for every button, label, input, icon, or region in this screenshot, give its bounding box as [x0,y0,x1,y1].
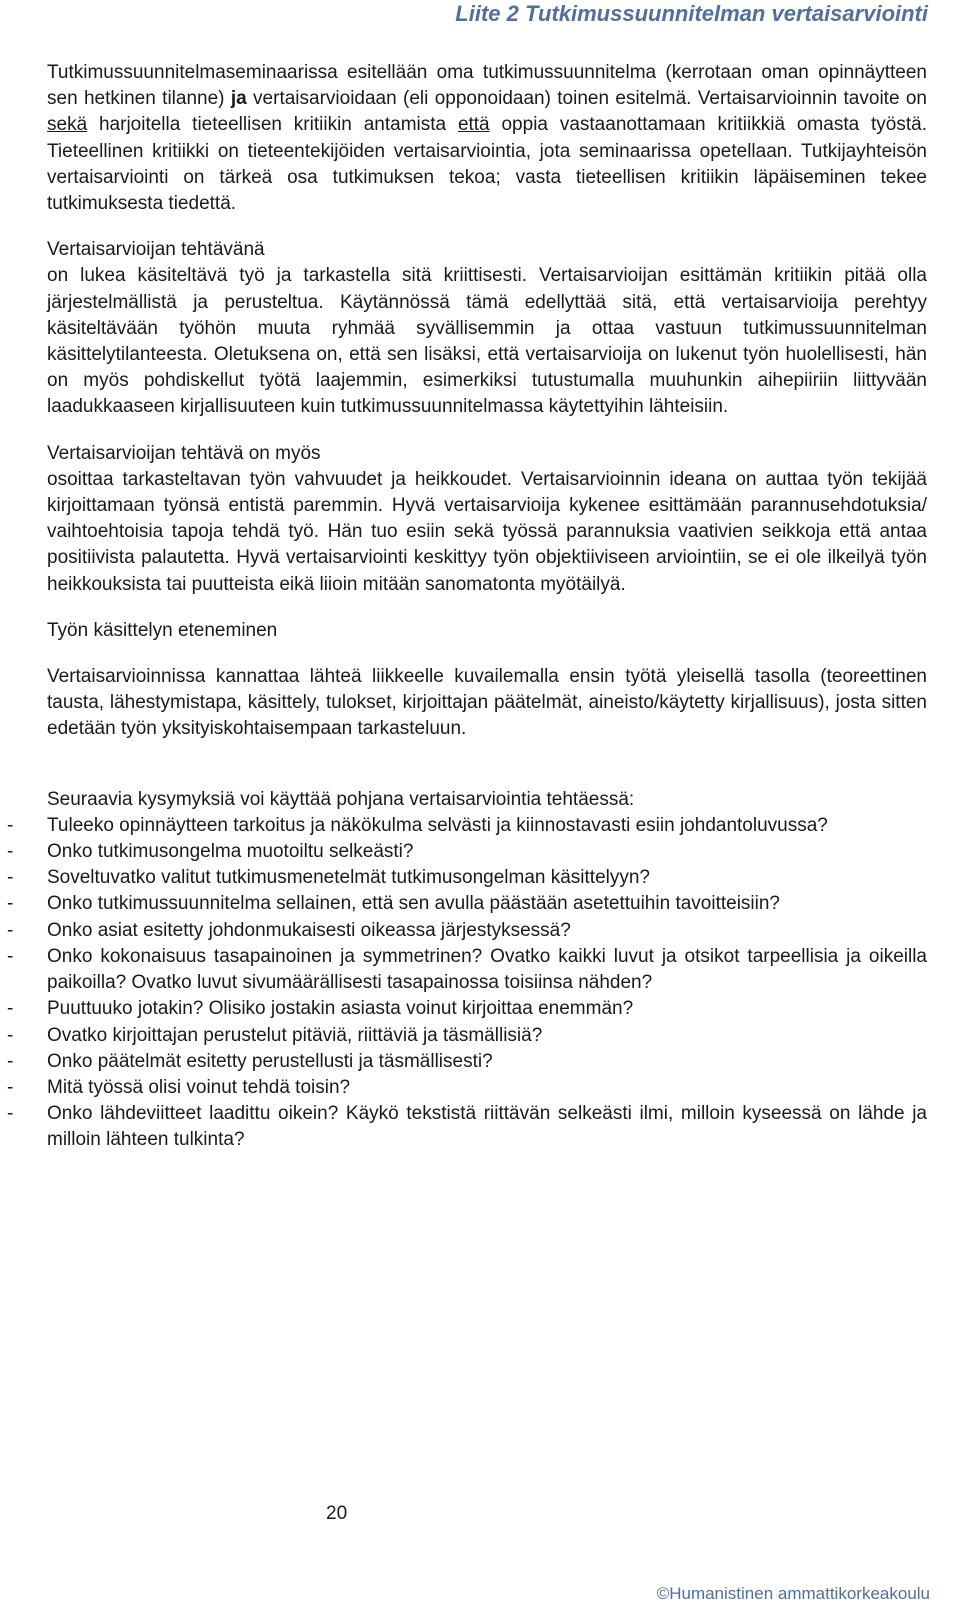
footer-copyright: ©Humanistinen ammattikorkeakoulu [656,1584,930,1603]
list-item: - Soveltuvatko valitut tutkimusmenetelmät tutkimusongelman käsittelyyn? [7,867,650,889]
intro-text-3: harjoitella tieteellisen kritiikin antamista [87,114,458,136]
list-item: - Onko päätelmät esitetty perustellusti ja täsmällisesti? [7,1050,493,1072]
section2-heading: Vertaisarvioijan tehtävä on myös [47,442,321,464]
section3-body: Vertaisarvioinnissa kannattaa lähteä liikkeelle kuvailemalla ensin työtä yleisellä tasolla (teoreettinen tausta, lähestymistapa, käsittely, tulokset, kirjoittajan päätelmät, aineisto/käytetty kirjallisuus), josta sitten edetään työn yksityiskohtaisempaan tarkasteluun. [47,666,927,740]
section3-heading: Työn käsittelyn eteneminen [47,619,278,641]
intro-bold-word: ja [230,88,247,110]
section2-body: osoittaa tarkasteltavan työn vahvuudet ja heikkoudet. Vertaisarvioinnin ideana on auttaa työn tekijää kirjoittamaan työnsä entistä paremmin. Hyvä vertaisarvioija kykenee esittämään parannusehdotuksia/ vaihtoehtoisia tapoja tehdä työ. Hän tuo esiin sekä työssä parannuksia vaativien seikkoja että antaa positiivista palautetta. Hyvä vertaisarviointi keskittyy työn objektiiviseen arviointiin, se ei ole ilkeilyä työn heikkouksista tai puutteista eikä liioin mitään sanomatonta myötäilyä. [47,468,927,595]
list-item: - Onko tutkimusongelma muotoiltu selkeästi? [7,841,414,863]
list-item: - Onko lähdeviitteet laadittu oikein? Käykö tekstistä riittävän selkeästi ilmi, milloin kyseessä on lähde ja milloin lähteen tulkinta? [7,1103,927,1151]
intro-paragraph [47,60,927,217]
section1-heading: Vertaisarvioijan tehtävänä [47,239,265,261]
intro-underline-2: että [457,114,490,136]
list-item: - Puuttuuko jotakin? Olisiko jostakin asiasta voinut kirjoittaa enemmän? [7,998,634,1020]
list-item: - Onko tutkimussuunnitelma sellainen, että sen avulla päästään asetettuihin tavoitteisiin? [7,893,780,915]
intro-text-4: oppia vastaanottamaan kritiikkiä omasta työstä. Tieteellinen kritiikki on tieteentekijöiden vertaisarviointia, jota seminaarissa opetellaan. Tutkijayhteisön vertaisarviointi on tärkeä osa tutkimuksen tekoa; vasta tieteellisen kritiikin läpäiseminen tekee tutkimuksesta tiedettä. [47,114,927,215]
list-item: - Ovatko kirjoittajan perustelut pitäviä, riittäviä ja täsmällisiä? [7,1024,543,1046]
question-list [7,813,927,1154]
document-body [7,60,927,1154]
intro-text-1: Tutkimussuunnitelmaseminaarissa esitellään oma tutkimussuunnitelma (kerrotaan oman opinnäytteen sen hetkinen tilanne) [47,62,927,110]
questions-intro: Seuraavia kysymyksiä voi käyttää pohjana vertaisarviointia tehtäessä: [47,788,635,810]
section1-body: on lukea käsiteltävä työ ja tarkastella sitä kriittisesti. Vertaisarvioijan esittämän kritiikin pitää olla järjestelmällistä ja perusteltua. Käytännössä tämä edellyttää sitä, että vertaisarvioija perehtyy käsiteltävään työhön muuta ryhmää syvällisemmin ja ottaa vastuun tutkimussuunnitelman käsittelytilanteesta. Oletuksena on, että sen lisäksi, että vertaisarvioija on lukenut työn huolellisesti, hän on myös pohdiskellut työtä laajemmin, esimerkiksi tutustumalla muuhunkin aihepiiriin liittyvään laadukkaaseen kirjallisuuteen kuin tutkimussuunnitelmassa käytettyihin lähteisiin. [47,265,927,418]
list-item: - Onko kokonaisuus tasapainoinen ja symmetrinen? Ovatko kaikki luvut ja otsikot tarpeellisia ja oikeilla paikoilla? Ovatko luvut sivumäärällisesti tasapainossa toisiinsa nähden? [7,945,927,994]
intro-text-2: vertaisarvioidaan (eli opponoidaan) toinen esitelmä. Vertaisarvioinnin tavoite on [246,88,927,110]
document-header-title: Liite 2 Tutkimussuunnitelman vertaisarviointi [455,1,928,26]
intro-underline-1: sekä [47,114,88,136]
list-item: - Onko asiat esitetty johdonmukaisesti oikeassa järjestyksessä? [7,919,571,941]
page-number: 20 [326,1503,348,1524]
list-item: - Mitä työssä olisi voinut tehdä toisin? [7,1076,351,1098]
list-item: - Tuleeko opinnäytteen tarkoitus ja näkökulma selvästi ja kiinnostavasti esiin johdantoluvussa? [7,814,828,836]
